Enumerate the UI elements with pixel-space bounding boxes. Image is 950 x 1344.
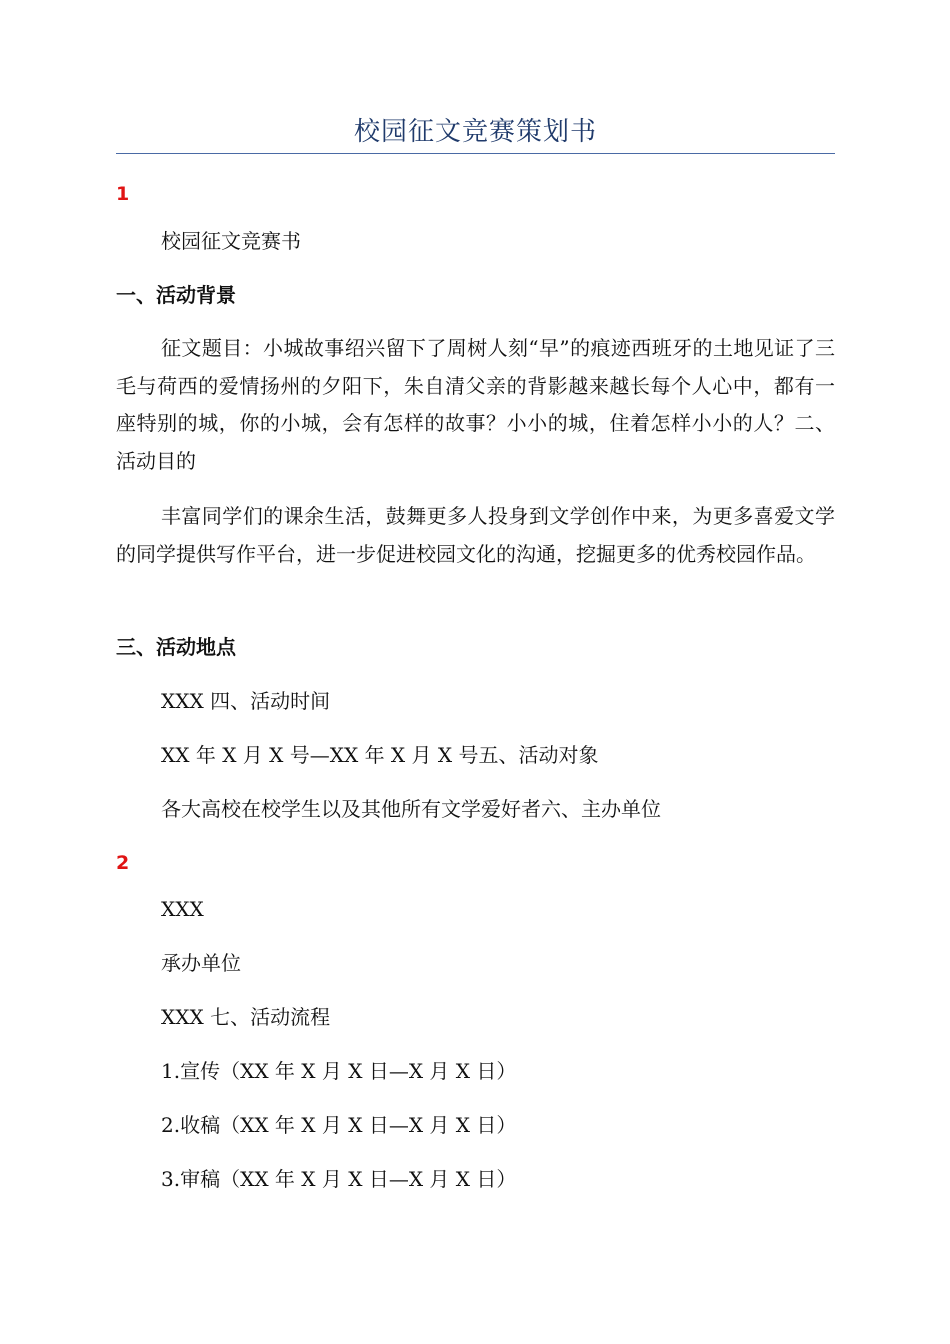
time-line: XX 年 X 月 X 号—XX 年 X 月 X 号五、活动对象 xyxy=(161,743,599,767)
co-organizer-label: 承办单位 xyxy=(161,951,241,975)
flow-item-1: 1.宣传（XX 年 X 月 X 日—X 月 X 日） xyxy=(161,1059,517,1083)
document-title: 校园征文竞赛策划书 xyxy=(353,117,597,147)
title-underline xyxy=(116,153,835,154)
organizer-value: XXX xyxy=(161,897,204,921)
document-subtitle: 校园征文竞赛书 xyxy=(161,229,301,253)
paragraph-purpose: 丰富同学们的课余生活，鼓舞更多人投身到文学创作中来，为更多喜爱文学的同学提供写作平台，进一步促进校园文化的沟通，挖掘更多的优秀校园作品。 xyxy=(116,504,835,566)
flow-item-2: 2.收稿（XX 年 X 月 X 日—X 月 X 日） xyxy=(161,1113,517,1137)
page-marker-1: 1 xyxy=(116,183,130,205)
location-line: XXX 四、活动时间 xyxy=(161,689,331,713)
paragraph-background: 征文题目：小城故事绍兴留下了周树人刻“早”的痕迹西班牙的土地见证了三毛与荷西的爱情扬州的夕阳下，朱自清父亲的背影越来越长每个人心中，都有一座特别的城，你的小城，会有怎样的故事？小小的城，住着怎样小小的人？二、活动目的 xyxy=(116,336,835,473)
page-marker-2: 2 xyxy=(116,852,130,874)
section-heading-location: 三、活动地点 xyxy=(116,635,236,659)
audience-line: 各大高校在校学生以及其他所有文学爱好者六、主办单位 xyxy=(161,797,661,821)
section-heading-background: 一、活动背景 xyxy=(116,283,236,307)
flow-item-3: 3.审稿（XX 年 X 月 X 日—X 月 X 日） xyxy=(161,1167,517,1191)
co-organizer-line: XXX 七、活动流程 xyxy=(161,1005,331,1029)
